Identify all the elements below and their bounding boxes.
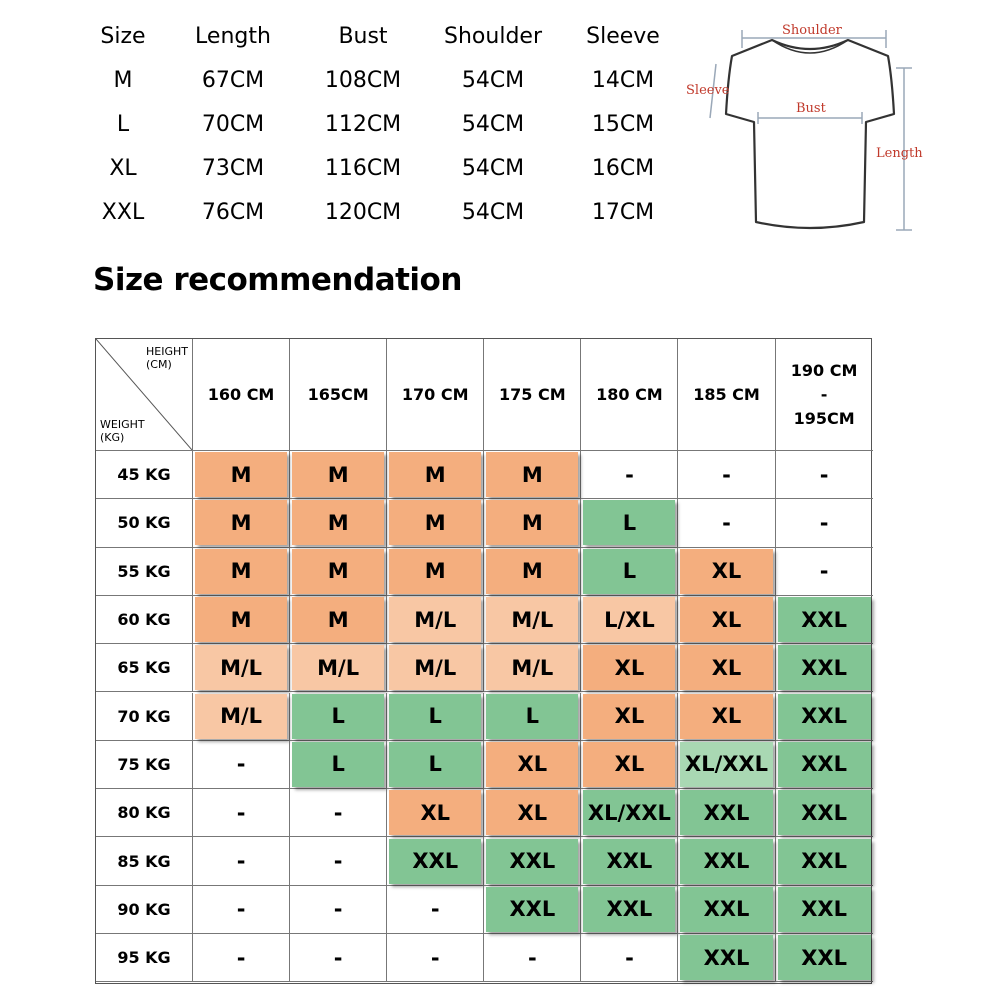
length-label: Length (876, 146, 923, 161)
recommended-size-value: XXL (680, 790, 772, 835)
recommendation-cell (581, 934, 678, 982)
recommended-size-value: M (486, 500, 578, 545)
height-header-cell: 190 CM - 195CM (776, 339, 873, 451)
recommendation-cell (581, 596, 678, 644)
recommendation-cell (193, 548, 290, 596)
recommendation-cell (193, 644, 290, 692)
recommendation-cell (776, 693, 873, 741)
sleeve-label: Sleeve (686, 83, 730, 98)
recommendation-cell (678, 741, 775, 789)
recommended-size-value: L (583, 500, 675, 545)
header-sleeve: Sleeve (586, 23, 660, 49)
recommendation-cell (484, 548, 581, 596)
recommendation-cell (581, 499, 678, 547)
recommended-size-value: - (722, 462, 731, 487)
recommendation-cell (290, 934, 387, 982)
height-header-cell: 170 CM (387, 339, 484, 451)
length-value: 76CM (201, 199, 265, 225)
grid-weight-row (96, 789, 873, 837)
recommended-size-value: XL (389, 790, 481, 835)
recommendation-cell (290, 499, 387, 547)
recommended-size-value: L (389, 742, 481, 787)
recommended-size-value: - (333, 849, 343, 874)
recommendation-cell (484, 644, 581, 692)
recommendation-cell (484, 789, 581, 837)
recommended-size-value: - (236, 752, 246, 777)
recommended-size-value: - (430, 945, 440, 970)
recommended-size-value: M/L (486, 645, 578, 690)
recommendation-cell (387, 837, 484, 885)
shoulder-value: 54CM (461, 199, 525, 225)
recommendation-cell (484, 693, 581, 741)
recommendation-cell (387, 741, 484, 789)
recommended-size-value: XL (680, 597, 772, 642)
header-length: Length (195, 23, 271, 49)
recommended-size-value: M/L (195, 645, 287, 690)
recommended-size-value: XXL (778, 839, 871, 884)
recommended-size-value: XXL (486, 887, 578, 932)
size-row-xxl (78, 190, 728, 234)
recommendation-cell (290, 548, 387, 596)
recommended-size-value: XXL (778, 887, 871, 932)
weight-axis-label: WEIGHT (KG) (100, 418, 145, 444)
grid-header-row (96, 339, 873, 451)
size-row-l (78, 102, 728, 146)
recommended-size-value: - (819, 462, 829, 487)
recommended-size-value: L (292, 742, 384, 787)
recommended-size-value: M (292, 597, 384, 642)
recommendation-cell (484, 934, 581, 982)
recommended-size-value: XXL (778, 597, 871, 642)
weight-label-cell: 75 KG (96, 741, 193, 789)
recommended-size-value: M (195, 500, 287, 545)
height-header-cell: 180 CM (581, 339, 678, 451)
recommendation-cell (387, 886, 484, 934)
shoulder-value: 54CM (461, 155, 525, 181)
size-row-xl (78, 146, 728, 190)
bust-label: Bust (796, 101, 826, 116)
recommended-size-value: M (389, 452, 481, 497)
size-label: M (113, 67, 133, 93)
recommendation-cell (678, 596, 775, 644)
recommended-size-value: XL/XXL (680, 742, 772, 787)
recommended-size-value: - (333, 897, 343, 922)
weight-label-cell: 70 KG (96, 693, 193, 741)
recommendation-cell (678, 886, 775, 934)
size-row-m (78, 58, 728, 102)
recommended-size-value: - (236, 945, 246, 970)
recommendation-cell (678, 934, 775, 982)
recommendation-cell (484, 499, 581, 547)
recommended-size-value: L (292, 694, 384, 739)
recommended-size-value: - (819, 559, 829, 584)
recommendation-cell (387, 499, 484, 547)
recommendation-cell (484, 741, 581, 789)
recommendation-cell (776, 741, 873, 789)
recommendation-cell (290, 886, 387, 934)
recommended-size-value: - (819, 510, 829, 535)
recommended-size-value: M (195, 597, 287, 642)
recommendation-cell (776, 499, 873, 547)
height-header-cell: 160 CM (193, 339, 290, 451)
recommendation-cell (678, 499, 775, 547)
recommended-size-value: XXL (680, 935, 772, 980)
weight-label-cell: 50 KG (96, 499, 193, 547)
recommendation-cell (193, 741, 290, 789)
recommended-size-value: M/L (389, 645, 481, 690)
recommendation-cell (193, 693, 290, 741)
recommended-size-value: - (625, 945, 634, 970)
weight-label-cell: 65 KG (96, 644, 193, 692)
recommendation-cell (776, 548, 873, 596)
recommended-size-value: XL/XXL (583, 790, 675, 835)
recommendation-cell (581, 451, 678, 499)
recommended-size-value: XXL (583, 887, 675, 932)
recommended-size-value: XL (680, 549, 772, 594)
recommendation-cell (290, 596, 387, 644)
recommended-size-value: XL (583, 742, 675, 787)
recommended-size-value: L/XL (583, 597, 675, 642)
recommended-size-value: XL (680, 694, 772, 739)
bust-value: 116CM (324, 155, 402, 181)
length-value: 70CM (201, 111, 265, 137)
recommendation-cell (776, 596, 873, 644)
recommended-size-value: L (583, 549, 675, 594)
recommendation-cell (581, 693, 678, 741)
weight-label-cell: 90 KG (96, 886, 193, 934)
tshirt-measurement-diagram (680, 18, 940, 248)
recommended-size-value: XL (486, 742, 578, 787)
header-shoulder: Shoulder (444, 23, 542, 49)
recommendation-cell (193, 451, 290, 499)
recommended-size-value: XL (486, 790, 578, 835)
bust-value: 108CM (324, 67, 402, 93)
recommendation-cell (193, 499, 290, 547)
recommended-size-value: M/L (486, 597, 578, 642)
recommended-size-value: - (722, 510, 731, 535)
recommendation-cell (193, 596, 290, 644)
length-value: 67CM (201, 67, 265, 93)
recommended-size-value: - (236, 849, 246, 874)
shoulder-label: Shoulder (782, 23, 842, 38)
recommended-size-value: XXL (389, 839, 481, 884)
recommendation-cell (678, 451, 775, 499)
recommended-size-value: M (292, 549, 384, 594)
sleeve-value: 17CM (591, 199, 655, 225)
recommendation-cell (387, 451, 484, 499)
recommendation-cell (484, 886, 581, 934)
recommendation-cell (387, 934, 484, 982)
recommendation-cell (776, 789, 873, 837)
height-header-cell: 185 CM (678, 339, 775, 451)
size-recommendation-title: Size recommendation (93, 262, 462, 298)
recommended-size-value: M (292, 500, 384, 545)
weight-label-cell: 80 KG (96, 789, 193, 837)
recommended-size-value: M/L (195, 694, 287, 739)
recommended-size-value: - (236, 800, 246, 825)
recommended-size-value: - (333, 800, 343, 825)
recommendation-cell (193, 934, 290, 982)
recommendation-cell (387, 789, 484, 837)
bust-value: 112CM (324, 111, 402, 137)
grid-weight-row (96, 934, 873, 982)
shoulder-value: 54CM (461, 111, 525, 137)
recommended-size-value: XXL (680, 839, 772, 884)
recommended-size-value: XL (583, 694, 675, 739)
recommendation-cell (193, 837, 290, 885)
recommendation-cell (290, 837, 387, 885)
recommendation-cell (484, 596, 581, 644)
recommendation-cell (776, 451, 873, 499)
recommended-size-value: XXL (778, 694, 871, 739)
recommended-size-value: XXL (778, 645, 871, 690)
recommendation-cell (581, 548, 678, 596)
grid-weight-row (96, 499, 873, 547)
recommended-size-value: M/L (389, 597, 481, 642)
recommendation-cell (193, 886, 290, 934)
shoulder-value: 54CM (461, 67, 525, 93)
recommended-size-value: M (486, 452, 578, 497)
height-header-cell: 165CM (290, 339, 387, 451)
grid-weight-row (96, 741, 873, 789)
recommended-size-value: L (486, 694, 578, 739)
recommendation-cell (776, 934, 873, 982)
weight-label-cell: 60 KG (96, 596, 193, 644)
recommendation-cell (387, 596, 484, 644)
grid-corner-cell (96, 339, 193, 451)
recommendation-cell (581, 886, 678, 934)
length-value: 73CM (201, 155, 265, 181)
recommended-size-value: M (292, 452, 384, 497)
recommendation-cell (776, 886, 873, 934)
sleeve-value: 16CM (591, 155, 655, 181)
recommendation-cell (581, 741, 678, 789)
recommendation-cell (290, 451, 387, 499)
grid-weight-row (96, 886, 873, 934)
recommendation-cell (678, 693, 775, 741)
grid-weight-row (96, 451, 873, 499)
weight-label-cell: 95 KG (96, 934, 193, 982)
recommendation-cell (193, 789, 290, 837)
recommendation-cell (387, 548, 484, 596)
weight-label-cell: 45 KG (96, 451, 193, 499)
recommendation-cell (290, 741, 387, 789)
recommended-size-value: XXL (486, 839, 578, 884)
recommended-size-value: XXL (778, 742, 871, 787)
recommended-size-value: XL (583, 645, 675, 690)
grid-weight-row (96, 548, 873, 596)
size-recommendation-grid (95, 338, 872, 984)
recommended-size-value: - (430, 897, 440, 922)
recommendation-cell (484, 451, 581, 499)
sleeve-value: 14CM (591, 67, 655, 93)
recommended-size-value: XXL (778, 790, 871, 835)
recommendation-cell (581, 644, 678, 692)
grid-weight-row (96, 644, 873, 692)
recommendation-cell (776, 644, 873, 692)
size-label: L (116, 111, 130, 137)
header-bust: Bust (338, 23, 388, 49)
grid-weight-row (96, 693, 873, 741)
recommendation-cell (678, 548, 775, 596)
recommended-size-value: M (389, 549, 481, 594)
recommended-size-value: M (195, 549, 287, 594)
recommendation-cell (290, 693, 387, 741)
recommended-size-value: XXL (778, 935, 871, 980)
grid-weight-row (96, 596, 873, 644)
size-label: XL (109, 155, 137, 181)
recommendation-cell (290, 789, 387, 837)
recommended-size-value: XXL (680, 887, 772, 932)
bust-value: 120CM (324, 199, 402, 225)
size-chart-header-row (78, 14, 728, 58)
recommended-size-value: M (486, 549, 578, 594)
recommendation-cell (290, 644, 387, 692)
recommended-size-value: M/L (292, 645, 384, 690)
recommended-size-value: XXL (583, 839, 675, 884)
recommendation-cell (581, 789, 678, 837)
grid-weight-row (96, 837, 873, 885)
recommended-size-value: - (625, 462, 634, 487)
sleeve-value: 15CM (591, 111, 655, 137)
recommendation-cell (678, 789, 775, 837)
size-chart-table (78, 14, 728, 234)
recommendation-cell (678, 644, 775, 692)
size-label: XXL (101, 199, 145, 225)
recommended-size-value: M (195, 452, 287, 497)
recommendation-cell (387, 693, 484, 741)
recommended-size-value: L (389, 694, 481, 739)
recommended-size-value: XL (680, 645, 772, 690)
weight-label-cell: 85 KG (96, 837, 193, 885)
recommendation-cell (678, 837, 775, 885)
recommended-size-value: - (527, 945, 537, 970)
recommended-size-value: M (389, 500, 481, 545)
recommendation-cell (387, 644, 484, 692)
recommendation-cell (581, 837, 678, 885)
height-axis-label: HEIGHT (CM) (146, 345, 188, 371)
height-header-cell: 175 CM (484, 339, 581, 451)
header-size: Size (100, 23, 146, 49)
tshirt-outline-icon (680, 18, 940, 248)
recommendation-cell (776, 837, 873, 885)
weight-label-cell: 55 KG (96, 548, 193, 596)
recommended-size-value: - (333, 945, 343, 970)
recommendation-cell (484, 837, 581, 885)
recommended-size-value: - (236, 897, 246, 922)
